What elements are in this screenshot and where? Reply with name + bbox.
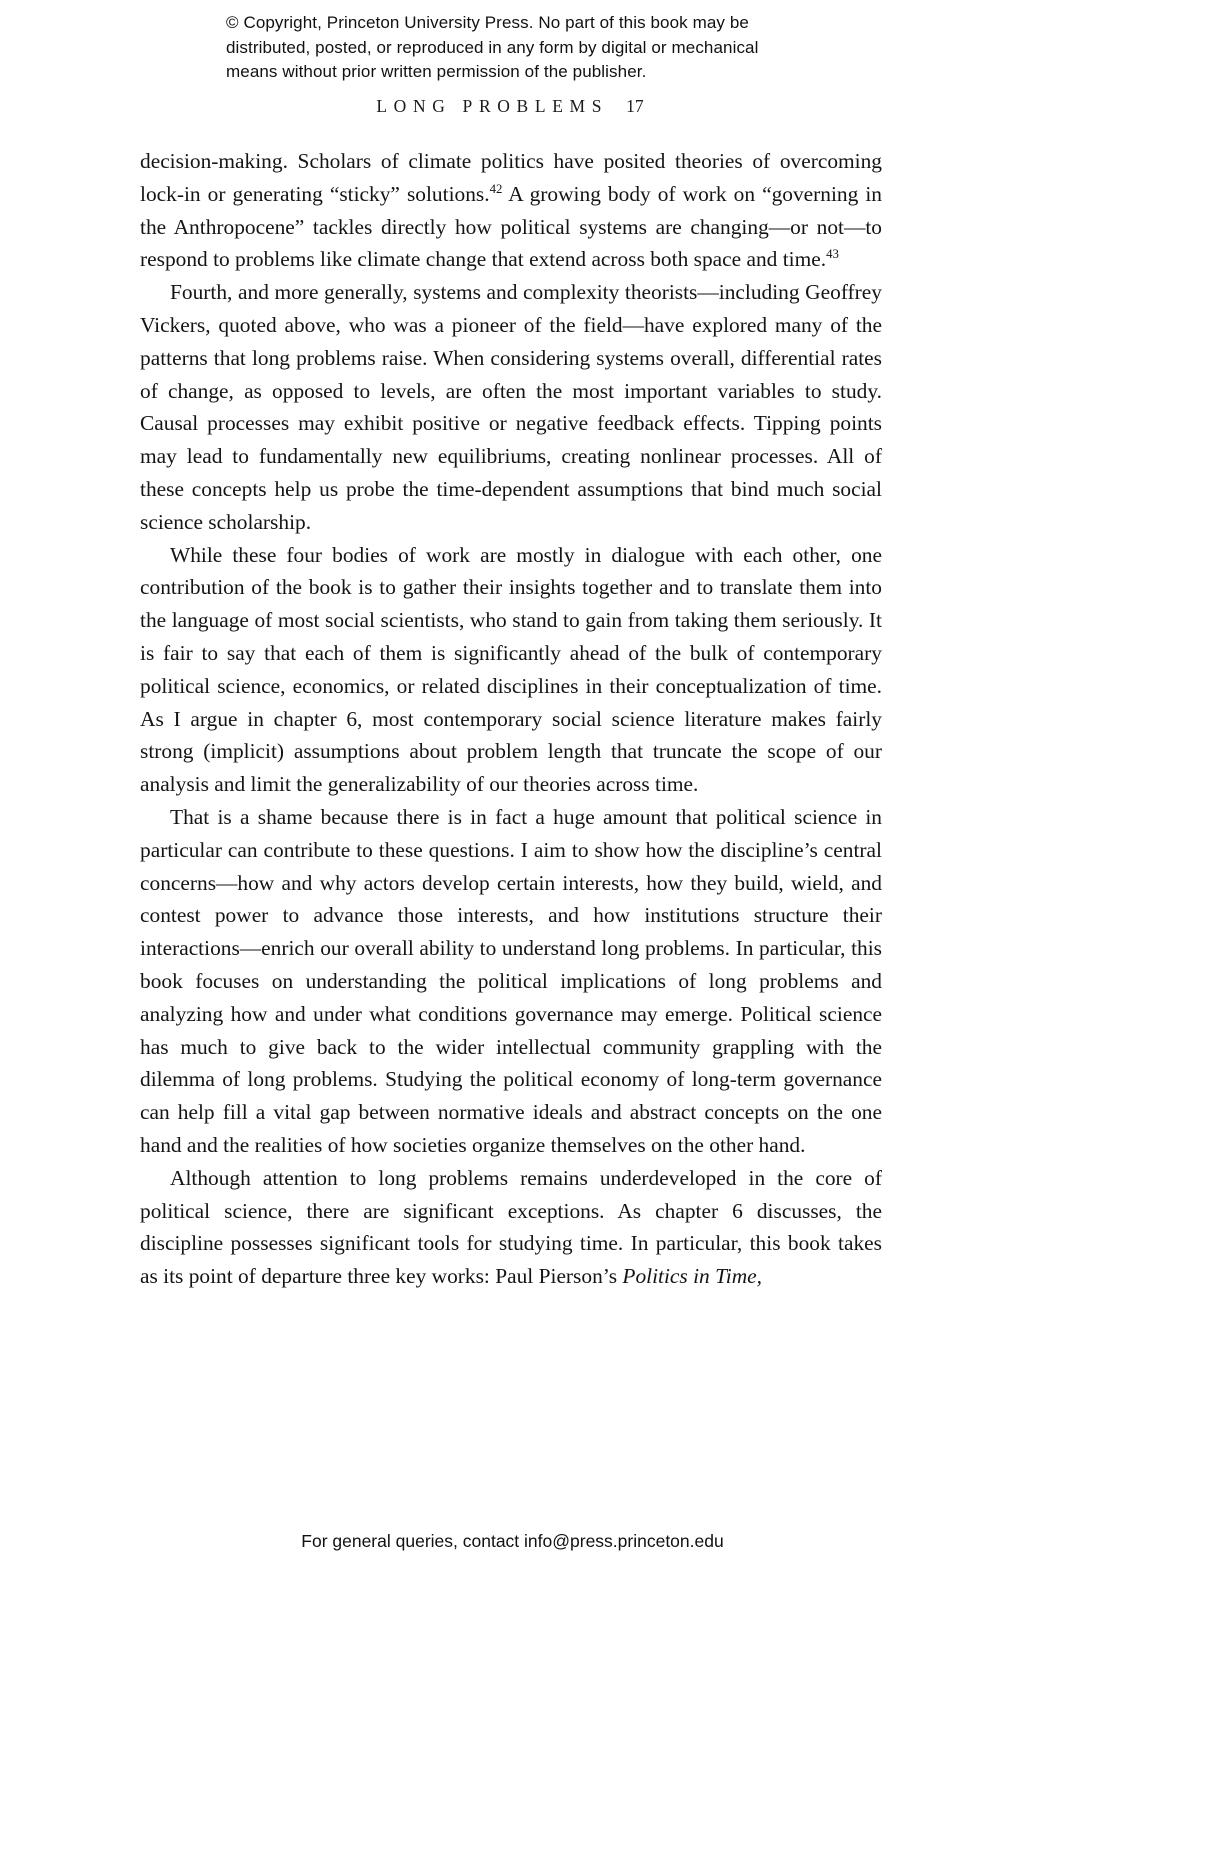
paragraph: [140, 276, 882, 538]
footnote-reference: 43: [826, 247, 839, 262]
running-head: [140, 96, 880, 117]
copyright-line: distributed, posted, or reproduced in any form by digital or mechanical: [226, 37, 759, 57]
text-run: A growing body of work on “governing in the Anthropocene” tackles directly how political systems are changing—or not—to respond to problems like climate change that extend across both space and time.: [140, 181, 883, 272]
footnote-reference: 42: [489, 181, 503, 196]
copyright-line: means without prior written permission of the publisher.: [226, 62, 647, 81]
paragraph: [140, 801, 882, 1162]
running-head-title: LONG PROBLEMS: [376, 96, 609, 116]
italic-text: Politics in Time,: [622, 1264, 763, 1289]
footer-query-line: For general queries, contact info@press.princeton.edu: [301, 1531, 724, 1551]
page-number: 17: [626, 96, 644, 116]
paragraph: [140, 539, 882, 801]
text-run: decision-making. Scholars of climate politics have posited theories of overcoming lock-in or generating “sticky” solutions.: [140, 149, 882, 206]
paragraph: [140, 145, 882, 276]
copyright-line: © Copyright, Princeton University Press. No part of this book may be: [226, 13, 749, 32]
paragraph: [140, 1162, 882, 1293]
text-run: Although attention to long problems remains underdeveloped in the core of political science, there are significant exceptions. As chapter 6 discusses, the discipline possesses significant tools for studying time. In particular, this book takes as its point of departure three key works: Paul Pierson’s: [140, 1165, 882, 1289]
text-run: Fourth, and more generally, systems and complexity theorists—including Geoffrey Vickers, quoted above, who was a pioneer of the field—have explored many of the patterns that long problems raise. When considering systems overall, differential rates of change, as opposed to levels, are often the most important variables to study. Causal processes may exhibit positive or negative feedback effects. Tipping points may lead to fundamentally new equilibriums, creating nonlinear processes. All of these concepts help us probe the time-dependent assumptions that bind much social science scholarship.: [140, 280, 882, 534]
text-run: That is a shame because there is in fact a huge amount that political science in particular can contribute to these questions. I aim to show how the discipline’s central concerns—how and why actors develop certain interests, how they build, wield, and contest power to advance those interests, and how institutions structure their interactions—enrich our overall ability to understand long problems. In particular, this book focuses on understanding the political implications of long problems and analyzing how and under what conditions governance may emerge. Political science has much to give back to the wider intellectual community grappling with the dilemma of long problems. Studying the political economy of long-term governance can help fill a vital gap between normative ideals and abstract concepts on the one hand and the realities of how societies organize themselves on the other hand.: [140, 804, 882, 1157]
text-run: While these four bodies of work are mostly in dialogue with each other, one contribution of the book is to gather their insights together and to translate them into the language of most social scientists, who stand to gain from taking them seriously. It is fair to say that each of them is significantly ahead of the bulk of contemporary political science, economics, or related disciplines in their conceptualization of time. As I argue in chapter 6, most contemporary social science literature makes fairly strong (implicit) assumptions about problem length that truncate the scope of our analysis and limit the generalizability of our theories across time.: [140, 542, 882, 797]
body-text: [140, 145, 882, 1293]
copyright-notice: [226, 11, 846, 85]
